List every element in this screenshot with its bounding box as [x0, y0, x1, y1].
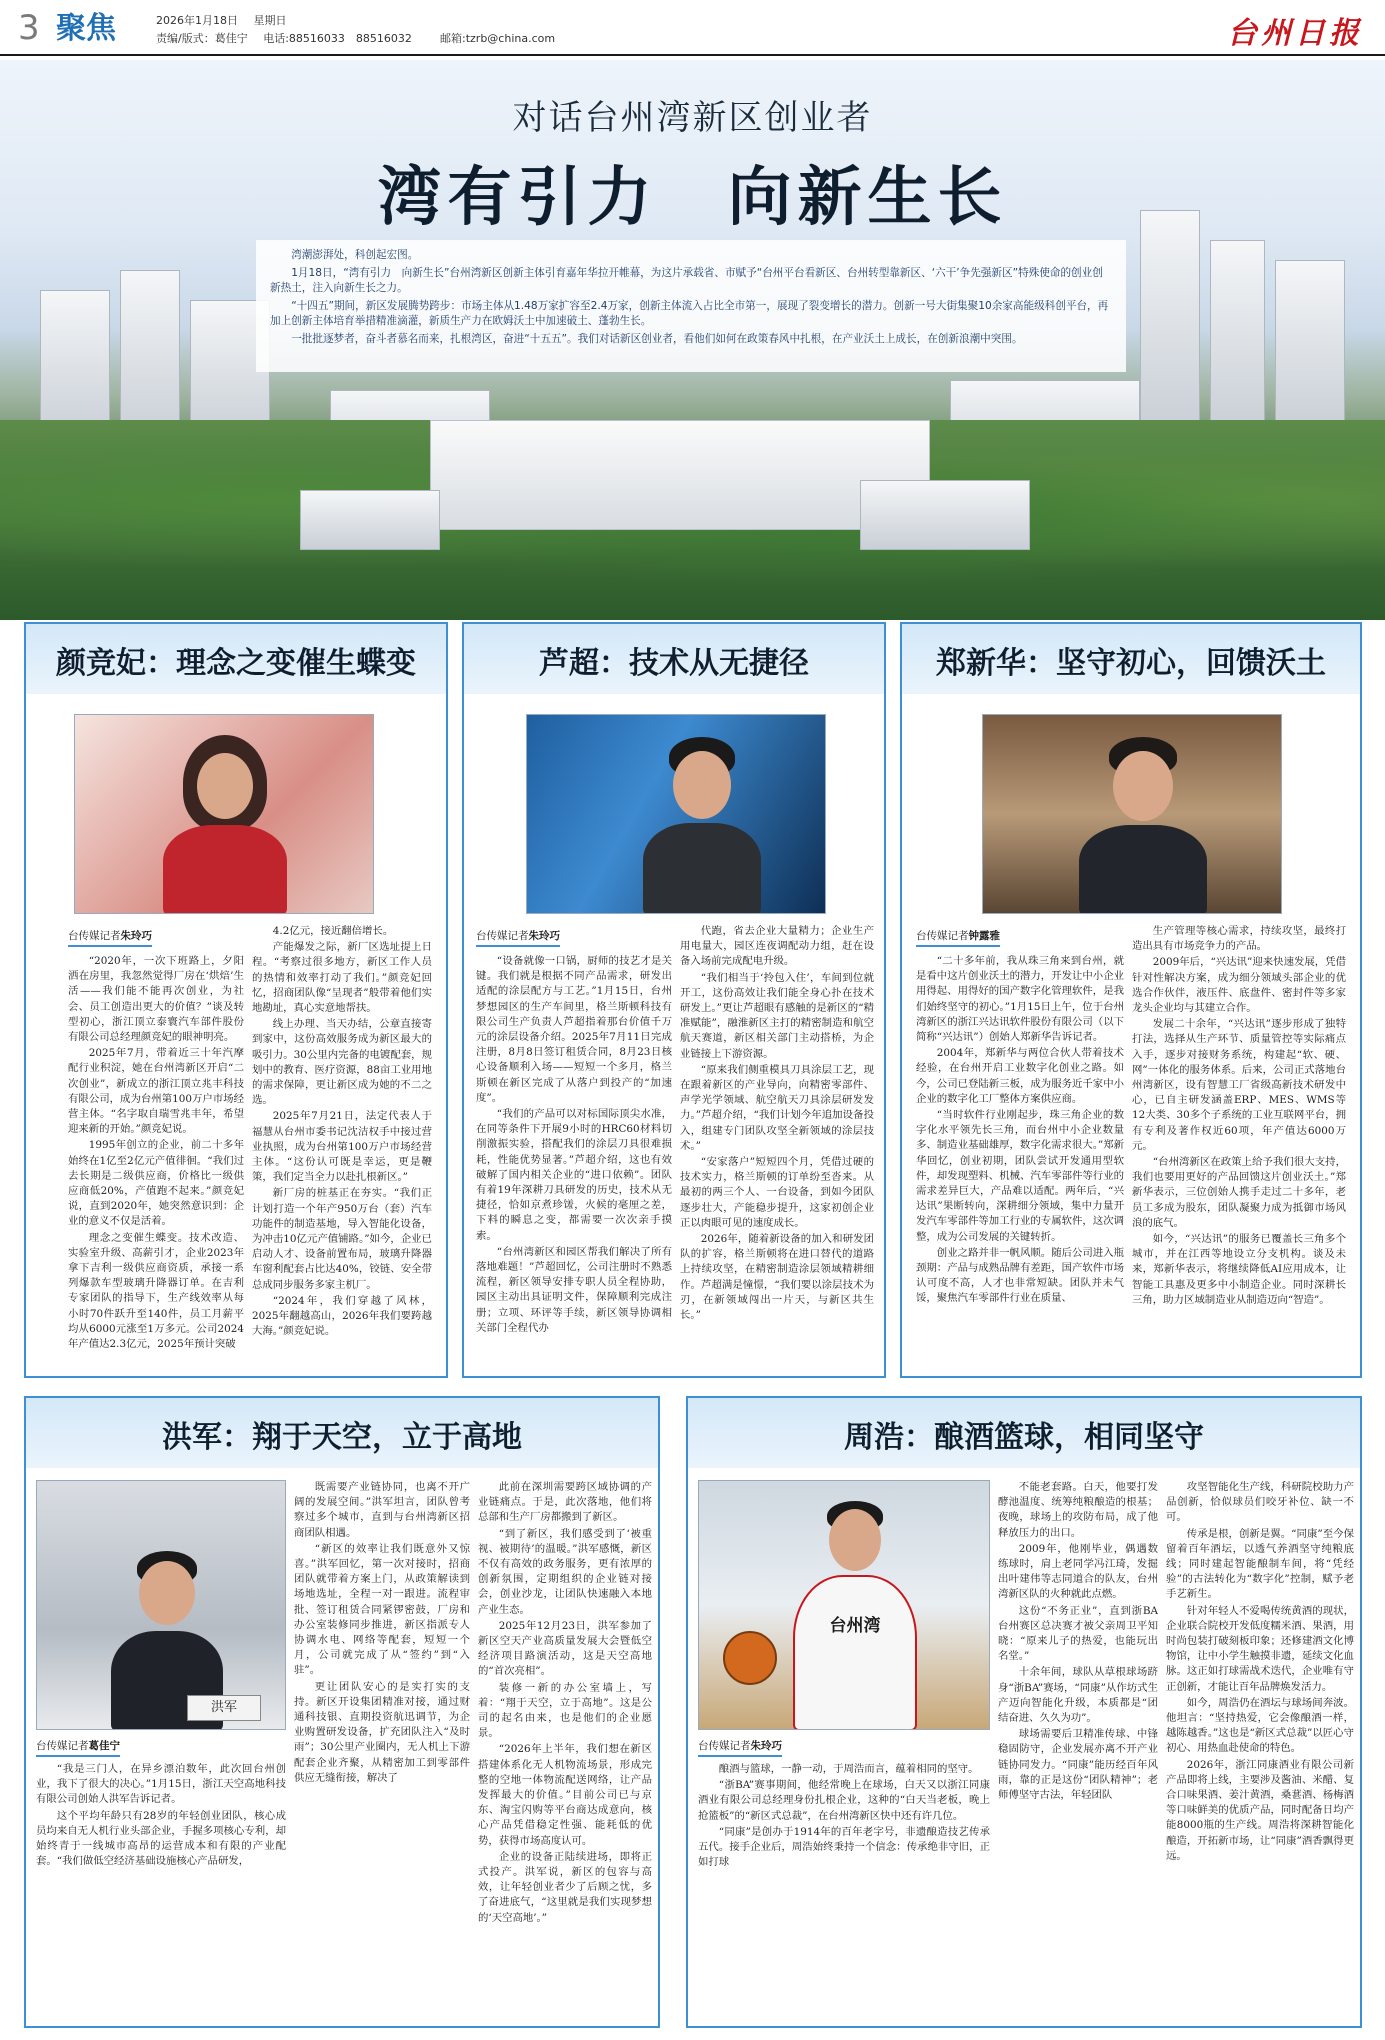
paragraph: 2025年7月21日，法定代表人于福慧从台州市委书记沈洁权手中接过营业执照，成为台州第100万户市场经营主体。“这份认可既是幸运，更是鞭策，我们定当全力以赴扎根新区。” — [252, 1110, 432, 1184]
paragraph: 2026年，浙江同康酒业有限公司新产品即将上线，主要涉及酱油、米醋、复合口味果酒、姜汁黄酒，桑葚酒、杨梅酒等口味鲜美的优质产品，同时配备日均产能8000瓶的生产线。周浩将深耕智能化酿造，开拓新市场，让“同康”酒香飘得更远。 — [1166, 1758, 1354, 1862]
body — [643, 823, 761, 914]
intro-paragraph: 1月18日，“湾有引力 向新生长”台州湾新区创新主体引育嘉年华拉开帷幕，为这片承载省、市赋予“台州平台看新区、台州转型靠新区、‘六干’争先强新区”特殊使命的创业创新热土，注入向新生长之力。 — [270, 266, 1103, 295]
paragraph: 线上办理、当天办结，公章直接寄到家中，这份高效服务成为新区最大的吸引力。30公里内完备的电镀配套，规划中的教育、医疗资源，88亩工业用地的需求保障，更让新区成为她的不二之选。 — [252, 1018, 432, 1107]
byline-label: 台传媒记者 — [68, 930, 121, 942]
paragraph: “二十多年前，我从珠三角来到台州，就是看中这片创业沃土的潜力，开发让中小企业用得起、用得好的国产数字化管理软件，是我们始终坚守的初心。”1月15日上午，位于台州湾新区的浙江兴达讯软件股份有限公司（以下简称“兴达讯”）创始人郑新华告诉记者。 — [916, 955, 1124, 1044]
hero-title: 湾有引力 向新生长 — [377, 161, 1008, 235]
article-column — [252, 924, 432, 1366]
paragraph: 这个平均年龄只有28岁的年轻创业团队，核心成员均来自无人机行业头部企业，手握多项核心专利，却始终青于一线城市高昂的运营成本和有限的产业配套。“我们做低空经济基础设施核心产品研发， — [36, 1809, 286, 1868]
face — [829, 1509, 881, 1571]
masthead — [0, 0, 1385, 56]
paragraph: “设备就像一口锅，厨师的技艺才是关键。我们就是根据不同产品需求，研发出适配的涂层配方与工艺。”1月15日，台州梦想园区的生产车间里，格兰斯顿科技有限公司生产负责人芦超指着那台价值千万元的涂层设备介绍。2025年7月11日完成注册，8月8日签订租赁合同，8月23日核心设备顺利入场——短短一个多月，格兰斯顿在新区完成了从落户到投产的“加速度”。 — [476, 955, 672, 1104]
intro-paragraph: “十四五”期间，新区发展腾势跨步：市场主体从1.48万家扩容至2.4万家，创新主体流入占比全市第一，展现了裂变增长的潜力。创新一号大街集聚10余家高能级科创平台，再加上创新主体培育举措精准滴灌，新质生产力在欧姆沃土中加速破土、蓬勃生长。 — [270, 299, 1109, 328]
paragraph: 发展二十余年，“兴达讯”逐步形成了独特打法，选择从生产环节、质量管控等实际痛点入手，逐步对接财务系统，构建起“软、硬、网”一体化的服务体系。后来，公司正式落地台州湾新区，设有智慧工厂省级高新技术研发中心，已自主研发涵盖ERP、MES、WMS等12大类、30多个子系统的工业互联网平台，拥有专利及著作权近60项，年产值达6000万元。 — [1132, 1018, 1346, 1152]
paragraph: 不能老套路。白天，他要打发酵池温度、统筹纯粮酿造的根基；夜晚，球场上的攻防布局，成了他释放压力的出口。 — [998, 1481, 1158, 1539]
hero-building — [1140, 210, 1200, 430]
portrait-photo — [36, 1480, 286, 1730]
issue-date: 2026年1月18日 — [156, 14, 238, 27]
reporter-name: 葛佳宁 — [88, 1740, 120, 1752]
page-number: 3 — [18, 8, 40, 48]
paragraph: “台州湾新区和园区帮我们解决了所有落地难题！”芦超回忆，公司注册时不熟悉流程，新区领导安排专职人员全程协助，园区主动出具证明文件，保障顺利完成注册；立项、环评等手续，新区领导协调相关部门全程代办 — [476, 1245, 672, 1334]
paragraph: 2004年，郑新华与两位合伙人带着技术经验，在台州开启工业数字化创业之路。如今，公司已登陆新三板，成为服务近千家中小企业的数字化工厂整体方案供应商。 — [916, 1047, 1124, 1105]
paragraph: 代跑，省去企业大量精力；企业生产用电量大，园区连夜调配动力组，赶在设备入场前完成配电升级。 — [680, 925, 874, 968]
paragraph: “当时软件行业刚起步，珠三角企业的数字化水平领先长三角，而台州中小企业数量多、制造业基础雄厚，数字化需求很大。”郑新华回忆，创业初期，团队尝试开发通用型软件，却发现塑料、机械、汽车零部件等行业的需求差异巨大，产品难以适配。两年后，“兴达讯”果断转向，深耕细分领域，集中力量开发汽车零部件等加工行业的专属软件，这次调整，成为公司发展的关键转折。 — [916, 1109, 1124, 1243]
article-column — [680, 924, 874, 1366]
byline-label: 台传媒记者 — [698, 1740, 751, 1752]
paragraph: 企业的设备正陆续进场，即将正式投产。洪军说，新区的包容与高效，让年轻创业者少了后顾之忧，多了奋进底气，“这里就是我们实现梦想的‘天空高地’。” — [478, 1850, 652, 1924]
person-figure — [155, 735, 295, 914]
paragraph: 此前在深圳需要跨区域协调的产业链痛点。于是，此次落地，他们将总部和生产厂房都搬到了新区。 — [478, 1481, 652, 1524]
paragraph: 2009年，他刚毕业，偶遇数练球时，肩上老同学冯江琦，发掘出叶建伟等志同道合的队友，台州湾新区队的火种就此点燃。 — [998, 1542, 1158, 1601]
paragraph: “同康”是创办于1914年的百年老字号，非遗酿造技艺传承五代。接手企业后，周浩始终秉持一个信念：传承绝非守旧，正如打球 — [698, 1825, 990, 1869]
hero-building — [860, 480, 1030, 550]
byline — [68, 928, 152, 947]
paragraph: “浙BA”赛事期间，他经常晚上在球场，白天又以浙江同康酒业有限公司总经理身份扎根企业，这种的“白天当老板，晚上抢篮板”的“新区式总裁”，在台州湾新区快中还有许几位。 — [698, 1779, 990, 1822]
reporter-name: 钟露雅 — [968, 930, 1000, 942]
paragraph: 如今，周浩仍在酒坛与球场间奔波。他坦言：“坚持热爱，它会像酿酒一样，越陈越香。”这也是“新区式总裁”以匠心守初心、用热血赴使命的特色。 — [1166, 1696, 1354, 1755]
paragraph: 2025年12月23日，洪军参加了新区空天产业高质量发展大会暨低空经济项目路演活动，这是天空高地的“首次亮相”。 — [478, 1619, 652, 1678]
paragraph: 生产管理等核心需求，持续攻坚，最终打造出具有市场竞争力的产品。 — [1132, 925, 1346, 953]
jersey — [793, 1575, 917, 1730]
story-title: 周浩：酿酒篮球，相同坚守 — [844, 1420, 1204, 1455]
paragraph: “我们的产品可以对标国际顶尖水准，在同等条件下开展9小时的HRC60材料切削激振实验，搭配我们的涂层刀具很难损耗，性能优势显著。”芦超介绍，这也有效破解了国内相关企业的“进口依赖”。团队有着19年深耕刀具研发的历史，技术从无捷径，恰如京煮珍馐，火候的毫厘之差，下料的瞬息之变，都需要一次次亲手摸索。 — [476, 1108, 672, 1242]
face — [1113, 751, 1173, 821]
paragraph: 攻坚智能化生产线，科研院校助力产品创新，恰似球员们咬牙补位、缺一不可。 — [1166, 1481, 1354, 1524]
portrait-photo — [982, 714, 1282, 914]
jersey-text: 台州湾 — [829, 1616, 881, 1636]
byline-label: 台传媒记者 — [916, 930, 969, 942]
story-title: 郑新华：坚守初心，回馈沃土 — [936, 646, 1326, 681]
paragraph: 十余年间，球队从草根球场跻身“浙BA”赛场，“同康”从作坊式生产迈向智能化升级，本质都是“团结奋进、久久为功”。 — [998, 1666, 1158, 1725]
portrait-photo — [698, 1480, 990, 1730]
paragraph: “到了新区，我们感受到了‘被重视、被期待’的温暖。”洪军感慨，新区不仅有高效的政务服务，更有浓厚的创新氛围，定期组织的企业链对接会，创业沙龙，让团队快速融入本地产业生态。 — [478, 1527, 652, 1616]
hero-building — [1275, 260, 1345, 430]
email-address: 邮箱:tzrb@china.com — [440, 32, 556, 45]
story-header — [26, 624, 446, 694]
paragraph: 如今，“兴达讯”的服务已覆盖长三角多个城市，并在江西等地设立分支机构。谈及未来，郑新华表示，将继续降低AI应用成本，让智能工具惠及更多中小制造企业。同时深耕长三角，助力区域制造业从制造迈向“智造”。 — [1132, 1233, 1346, 1306]
intro-paragraph: 湾潮澎湃处，科创起宏图。 — [291, 249, 419, 261]
face — [139, 1561, 195, 1625]
story-header — [688, 1398, 1360, 1468]
paragraph: 2009年后，“兴达讯”迎来快速发展，凭借针对性解决方案，成为细分领域头部企业的优选合作伙伴，液压件、底盘件、密封件等多家龙头企业均与其建立合作。 — [1132, 956, 1346, 1015]
story-header — [26, 1398, 658, 1468]
portrait-photo — [526, 714, 826, 914]
story-header — [464, 624, 884, 694]
story-card-lu — [462, 622, 886, 1378]
hero-banner — [0, 60, 1385, 620]
issue-weekday: 星期日 — [253, 14, 287, 27]
paragraph: 这份“不务正业”，直到浙BA台州赛区总决赛才被父亲周卫平知晓：“原来儿子的热爱，也能玩出名堂。” — [998, 1604, 1158, 1663]
paragraph: “原来我们侧重模具刀具涂层工艺，现在跟着新区的产业导向，向精密零部件、声学光学领域、航空航天刀具涂层研发发力。”芦超介绍，“我们计划今年追加设备投入，组建专门团队攻坚全新领域的涂层技术。” — [680, 1063, 874, 1152]
face — [673, 751, 731, 819]
intro-paragraph: 一批批逐梦者，奋斗者慕名而来，扎根湾区，奋进“十五五”。我们对话新区创业者，看他们如何在政策春风中扎根，在产业沃土上成长，在创新浪潮中突围。 — [291, 332, 1023, 345]
paragraph: “安家落户”短短四个月，凭借过硬的技术实力，格兰斯顿的订单纷至沓来。从最初的两三个人、一台设备，到如今团队逐步壮大，产能稳步提升，这家初创企业正以肉眼可见的速度成长。 — [680, 1156, 874, 1229]
paragraph: “2026年上半年，我们想在新区搭建体系化无人机物流场景，形成完整的空地一体物流配送网络，让产品发挥最大的价值。”目前公司已与京东、淘宝闪购等平台商达成意向，核心产品凭借稳定性强、能耗低的优势，获得市场高度认可。 — [478, 1743, 652, 1847]
paragraph: 1995年创立的企业，前二十多年始终在1亿至2亿元产值徘徊。“我们过去长期是二级供应商，价格比一级供应商低20%，产值跑不起来。”颜竞妃说，直到2020年，她突然意识到：企业的意义不仅是活着。 — [68, 1139, 244, 1228]
hero-building — [300, 490, 440, 550]
paragraph: 创业之路并非一帆风顺。随后公司进入瓶颈期：产品与成熟品牌有差距，国产软件市场认可度不高，人才也非常短缺。团队并未气馁，聚焦汽车零部件行业在质量、 — [916, 1246, 1124, 1305]
paragraph: 装修一新的办公室墙上，写着：“翔于天空，立于高地”。这是公司的起名由来，也是他们的企业愿景。 — [478, 1681, 652, 1740]
reporter-name: 朱玲巧 — [750, 1740, 782, 1752]
paragraph: 更让团队安心的是实打实的支持。新区开设集团精准对接，通过财通科技银、直期投资航迅调节，为企业购置研发设备，扩充团队注入“及时雨”；30公里产业圈内，无人机上下游配套企业齐聚，从精密加工到零部件供应无缝衔接，解决了 — [294, 1680, 470, 1784]
story-title: 芦超：技术从无捷径 — [539, 646, 809, 681]
byline-label: 台传媒记者 — [476, 930, 529, 942]
article-column — [476, 954, 672, 1366]
body — [1079, 825, 1207, 914]
story-card-yan — [24, 622, 448, 1378]
paragraph: 产能爆发之际，新厂区选址提上日程。“考察过很多地方，新区工作人员的热情和效率打动了我们。”颜竞妃回忆，招商团队像“呈现者”般带着他们实地勘址，真心实意地帮扶。 — [252, 941, 432, 1015]
person-figure — [637, 737, 767, 914]
editor-credit: 责编/版式：葛佳宁 — [156, 32, 248, 45]
name-placard: 洪军 — [187, 1695, 261, 1721]
article-column — [916, 954, 1124, 1366]
paragraph: “台州湾新区在政策上给予我们很大支持，我们也要用更好的产品回馈这片创业沃土。”郑新华表示，三位创始人携手走过二十多年，老员工多成为股东，团队凝聚力成为抵御市场风浪的底气。 — [1132, 1156, 1346, 1229]
byline — [916, 928, 1000, 947]
article-column — [478, 1480, 652, 2020]
intro-box — [256, 240, 1126, 372]
reporter-name: 朱玲巧 — [120, 930, 152, 942]
paragraph: “2024年，我们穿越了风林，2025年翻越高山，2026年我们要跨越大海。”颜竞妃说。 — [252, 1294, 432, 1338]
paragraph: 2025年7月，带着近三十年汽摩配行业积淀，她在台州湾新区开启“二次创业”，新成立的浙江顶立兆丰科技有限公司，成为台州第100万户市场经营主体。“名字取自瑞雪兆丰年，希望迎来新的开始。”颜竞妃说。 — [68, 1047, 244, 1136]
byline — [36, 1738, 120, 1757]
paragraph: “我是三门人，在异乡漂泊数年，此次回台州创业，我下了很大的决心。”1月15日，浙江天空高地科技有限公司创始人洪军告诉记者。 — [36, 1763, 286, 1806]
hero-building — [1210, 240, 1265, 430]
paragraph: 2026年，随着新设备的加入和研发团队的扩容，格兰斯顿将在进口替代的道路上持续攻坚，在精密制造涂层领域精耕细作。芦超满是憧憬，“我们要以涂层技术为刃，在新领域闯出一片天，与新区共生长。” — [680, 1233, 874, 1322]
paragraph: 传承是根，创新是翼。“同康”至今保留着百年酒坛，以透气养酒坚守纯粮底线；同时建起智能酿制车间，将“凭经验”的古法转化为“数字化”控制，赋予老手艺新生。 — [1166, 1527, 1354, 1601]
hero-building — [40, 290, 110, 440]
paragraph: 既需要产业链协同，也离不开广阔的发展空间。”洪军坦言，团队曾考察过多个城市，直到与台州湾新区招商团队相遇。 — [294, 1481, 470, 1539]
body — [163, 825, 287, 914]
byline — [476, 928, 560, 947]
hero-subtitle: 对话台州湾新区创业者 — [512, 98, 873, 138]
story-header — [902, 624, 1360, 694]
paragraph: “新区的效率让我们既意外又惊喜。”洪军回忆，第一次对接时，招商团队就带着方案上门，从政策解读到场地选址，全程一对一跟进。流程审批、签订租赁合同紧锣密鼓，厂房和办公室装修同步推进，新区指派专人协调水电、网络等配套，短短一个月，公司就完成了从“签约”到“入驻”。 — [294, 1542, 470, 1677]
paragraph: 针对年轻人不爱喝传统黄酒的现状，企业联合院校开发低度糯米酒、果酒，用时尚包装打破刻板印象；还修建酒文化博物馆，让中小学生触摸非遗，延续文化血脉。这正如打球需战术迭代，企业唯有守正创新，才能让百年品牌焕发活力。 — [1166, 1604, 1354, 1693]
paragraph: “2020年，一次下班路上，夕阳洒在房里，我忽然觉得厂房在‘烘焙’生活——我们能不能再次创业，为社会、员工创造出更大的价值？”谈及转型初心，浙江顶立泰寰汽车部件股份有限公司总经理颜竞妃的眼神明亮。 — [68, 955, 244, 1044]
story-title: 洪军：翔于天空，立于高地 — [162, 1420, 522, 1455]
date-line — [156, 12, 299, 28]
story-card-zhou — [686, 1396, 1362, 2028]
reporter-name: 朱玲巧 — [528, 930, 560, 942]
basketball-icon — [723, 1631, 777, 1685]
story-title: 颜竞妃：理念之变催生蝶变 — [56, 646, 416, 681]
article-column — [294, 1480, 470, 2020]
paragraph: 4.2亿元，接近翻倍增长。 — [272, 925, 394, 937]
hero-building — [120, 270, 180, 440]
article-column — [36, 1762, 286, 2020]
phone-number: 电话:88516033 88516032 — [263, 32, 412, 45]
article-column — [1132, 924, 1346, 1366]
byline — [698, 1738, 782, 1757]
hero-campus-building — [430, 420, 930, 530]
paragraph: 酿酒与篮球，一静一动，于周浩而言，蕴着相同的坚守。 — [718, 1763, 979, 1775]
newspaper-logo: 台州日报 — [1227, 16, 1363, 51]
story-card-zheng — [900, 622, 1362, 1378]
portrait-photo — [74, 714, 374, 914]
story-card-hong — [24, 1396, 660, 2028]
editor-line — [156, 30, 424, 46]
paragraph: 理念之变催生蝶变。技术改造、实验室升级、高薪引才，企业2023年拿下吉利一级供应商资质，承接一系列爆款车型玻璃升降器订单。在吉利专家团队的指导下，生产线效率从每小时70件跃升至140件，员工月薪平均从6000元涨至1万多元。公司2024年产值达2.3亿元，2025年预计突破 — [68, 1231, 244, 1351]
paragraph: 球场需要后卫精准传球、中锋稳固防守，企业发展亦离不开产业链协同发力。“同康”能历经百年风雨，靠的正是这份“团队精神”；老师傅坚守古法，年轻团队 — [998, 1728, 1158, 1802]
person-figure — [785, 1501, 925, 1730]
article-column — [698, 1762, 990, 2020]
article-column — [68, 954, 244, 1366]
article-column — [998, 1480, 1158, 2020]
person-figure — [1075, 735, 1211, 914]
byline-label: 台传媒记者 — [36, 1740, 89, 1752]
face — [197, 753, 253, 819]
article-column — [1166, 1480, 1354, 2020]
paragraph: “我们相当于‘拎包入住’，车间到位就开工，这份高效让我们能全身心扑在技术研发上。”更让芦超眼有感触的是新区的“精准赋能”，融淮新区主打的精密制造和航空航天赛道，新区相关部门主动搭桥，为企业链接上下游资源。 — [680, 971, 874, 1060]
section-name: 聚焦 — [56, 11, 116, 46]
paragraph: 新厂房的桩基正在夯实。“我们正计划打造一个年产950万台（套）汽车功能件的制造基地，导入智能化设备，为冲击10亿元产值铺路。”如今，企业已启动人才、设备前置布局，玻璃升降器车窗利配套占比达40%，铰链、安全带总成同步服务多家主机厂。 — [252, 1187, 432, 1291]
